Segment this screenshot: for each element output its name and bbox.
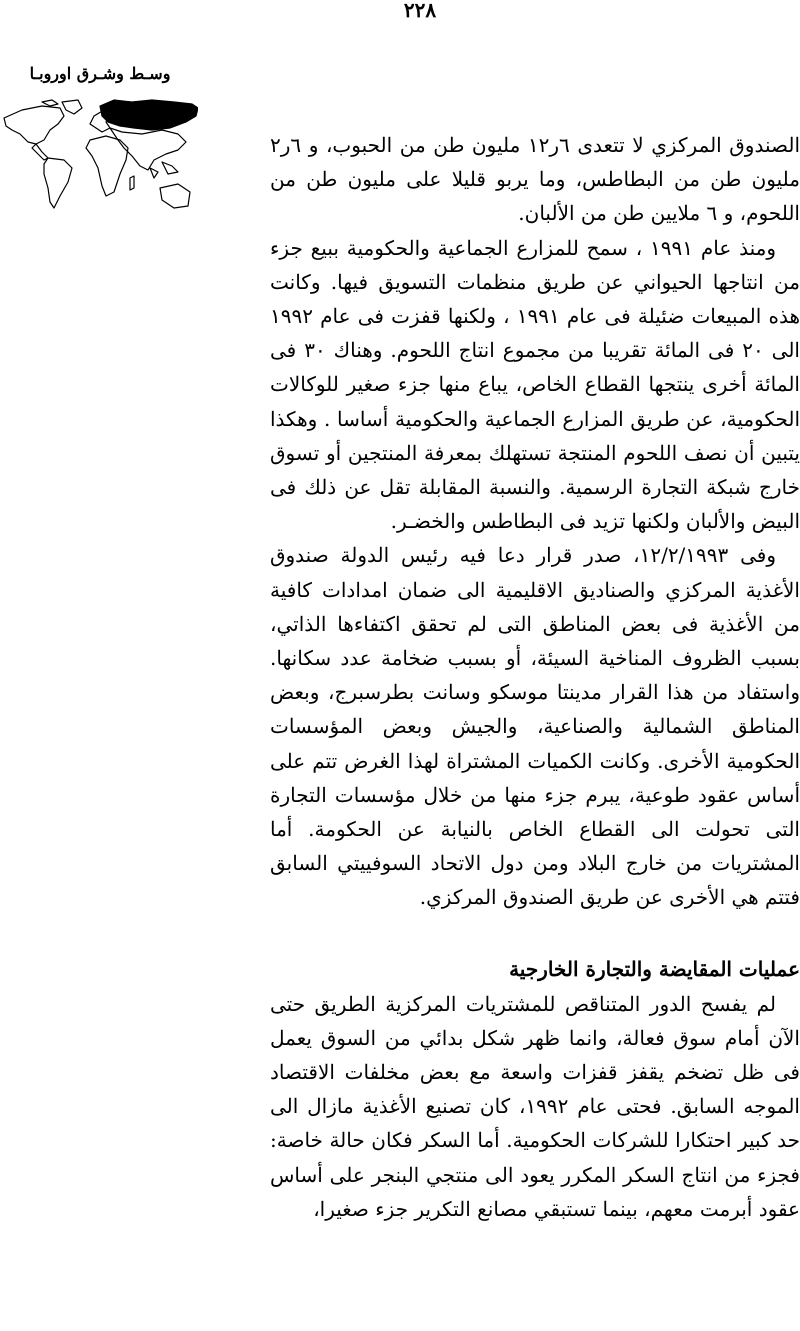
page-number: ٢٢٨ (403, 0, 437, 22)
paragraph-4: لم يفسح الدور المتناقص للمشتريات المركزية الطريق حتى الآن أمام سوق فعالة، وانما ظهر شكل بدائي من السوق يعمل فى ظل تضخم يقفز قفزات واسعة مع بعض مخلفات الاقتصاد الموجه السابق. فحتى عام ١٩٩٢، كان تصنيع الأغذية مازال الى حد كبير احتكارا للشركات الحكومية. أما السكر فكان حالة خاصة: فجزء من انتاج السكر المكرر يعود الى منتجي البنجر على أساس عقود أبرمت معهم، بينما تستبقي مصانع التكرير جزء صغيرا، (270, 991, 800, 1221)
paragraph-2: ومنذ عام ١٩٩١ ، سمح للمزارع الجماعية والحكومية ببيع جزء من انتاجها الحيواني عن طريق منظمات التسويق فيها. وكانت هذه المبيعات ضئيلة فى عام ١٩٩١ ، ولكنها قفزت فى عام ١٩٩٢ الى ٢٠ فى المائة تقريبا من مجموع انتاج اللحوم. وهناك ٣٠ فى المائة أخرى ينتجها القطاع الخاص، يباع منها جزء صغير للوكالات الحكومية، عن طريق المزارع الجماعية والحكومية أساسا . وهكذا يتبين أن نصف اللحوم المنتجة تستهلك بمعرفة المنتجين أو تسوق خارج شبكة التجارة الرسمية. والنسبة المقابلة تقل عن ذلك فى البيض والألبان ولكنها تزيد فى البطاطس والخضـر. (270, 235, 800, 534)
paragraph-1: الصندوق المركزي لا تتعدى ٦ر١٢ مليون طن من الحبوب، و ٦ر٢ مليون طن من البطاطس، وما يربو قليلا على مليون طن من اللحوم، و ٦ ملايين طن من الألبان. (270, 133, 800, 226)
main-text (270, 128, 800, 1226)
paragraph-3: وفى ١٢/٢/١٩٩٣، صدر قرار دعا فيه رئيس الدولة صندوق الأغذية المركزي والصناديق الاقليمية الى ضمان امدادات كافية من الأغذية فى بعض المناطق التى لم تحقق اكتفاءها الذاتي، بسبب الظروف المناخية السيئة، أو بسبب ضخامة عدد سكانها. واستفاد من هذا القرار مدينتا موسكو وسانت بطرسبرج، وبعض المناطق الشمالية والصناعية، والجيش وبعض المؤسسات الحكومية الأخرى. وكانت الكميات المشتراة لهذا الغرض تتم على أساس عقود طوعية، يبرم جزء منها من خلال مؤسسات التجارة التى تحولت الى القطاع الخاص بالنيابة عن الحكومة. أما المشتريات من خارج البلاد ومن دول الاتحاد السوفييتي السابق فتتم هي الأخرى عن طريق الصندوق المركزي. (270, 543, 800, 910)
world-map-highlight-icon (2, 96, 198, 228)
section-heading: عمليات المقايضة والتجارة الخارجية (509, 956, 800, 981)
running-header: وسـط وشـرق اوروبـا (29, 64, 171, 83)
